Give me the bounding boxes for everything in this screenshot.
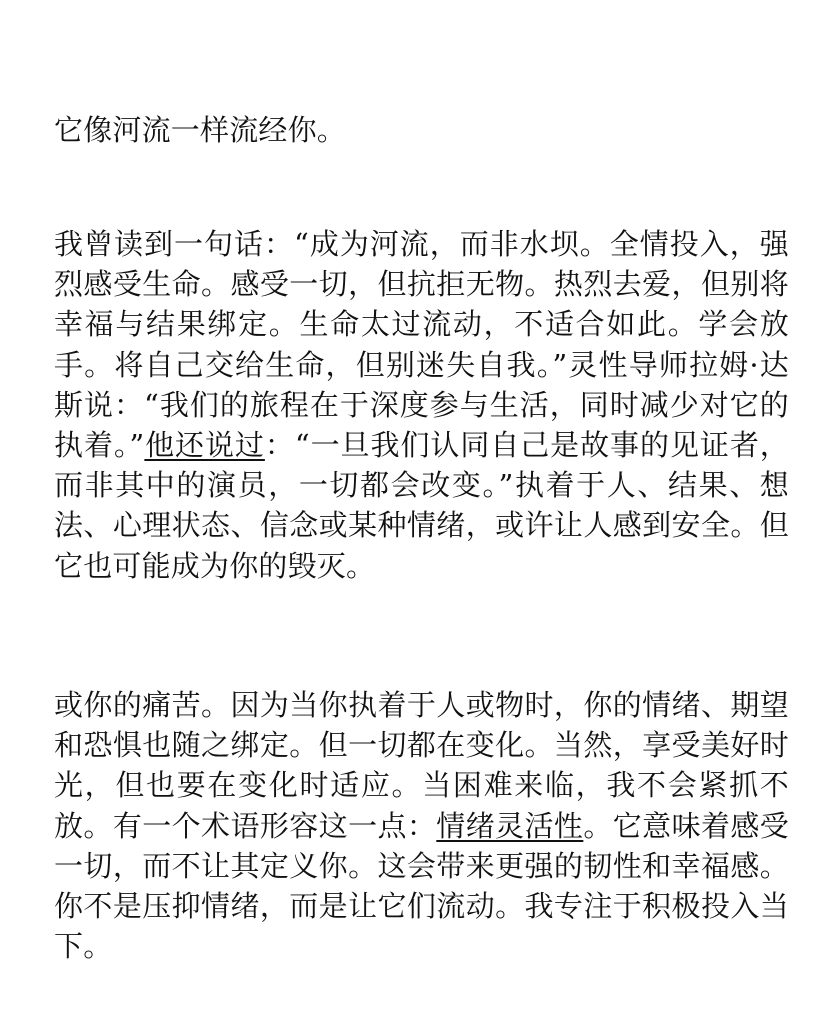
paragraph-quotes-text-2: ：“一旦我们认同自己是故事的见证者，而非其中的演员，一切都会改变。”执着于人、结果、想法、心理状态、信念或某种情绪，或许让人感到安全。但它也可能成为你的毁灭。: [54, 428, 789, 583]
paragraph-intro: [54, 110, 789, 150]
paragraph-quotes-text-1: 我曾读到一句话：“成为河流，而非水坝。全情投入，强烈感受生命。感受一切，但抗拒无物。热烈去爱，但别将幸福与结果绑定。生命太过流动，不适合如此。学会放手。将自己交给生命，但别迷失自我。”灵性导师拉姆·达斯说：“我们的旅程在于深度参与生活，同时减少对它的执着。”: [54, 227, 789, 463]
underlined-term-emotional-flexibility: 情绪灵活性: [436, 808, 584, 843]
paragraph-quotes: [54, 224, 789, 586]
underlined-phrase-he-also-said: 他还说过: [144, 428, 265, 463]
paragraph-emotional-flexibility: [54, 685, 789, 966]
paragraph-intro-text: 它像河流一样流经你。: [54, 113, 347, 147]
paragraph-emotional-flexibility-text-2: 。它意味着感受一切，而不让其定义你。这会带来更强的韧性和幸福感。你不是压抑情绪，而是让它们流动。我专注于积极投入当下。: [54, 808, 789, 964]
paragraph-emotional-flexibility-text-1: 或你的痛苦。因为当你执着于人或物时，你的情绪、期望和恐惧也随之绑定。但一切都在变化。当然，享受美好时光，但也要在变化时适应。当困难来临，我不会紧抓不放。有一个术语形容这一点：: [54, 688, 789, 843]
